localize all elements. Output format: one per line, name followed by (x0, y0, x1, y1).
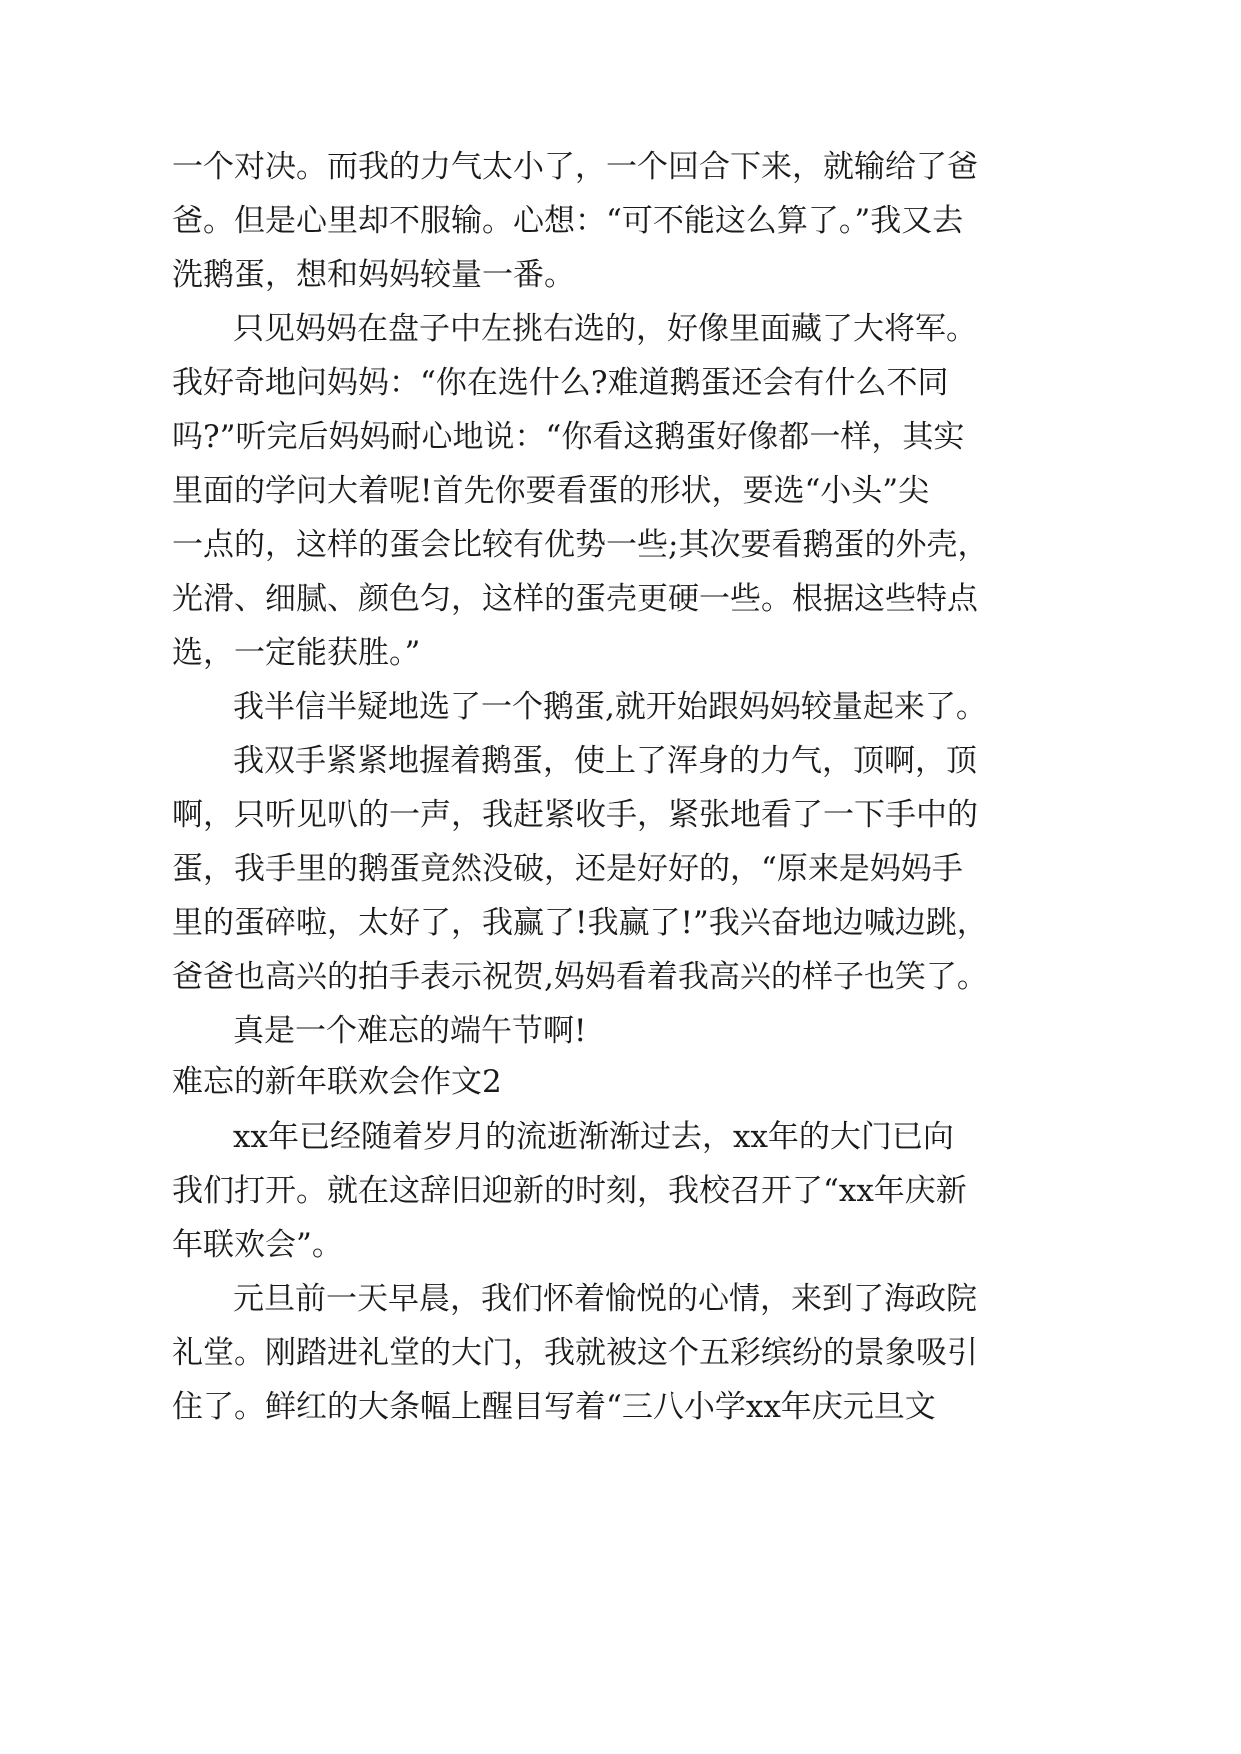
line-text: 一点的，这样的蛋会比较有优势一些;其次要看鹅蛋的外壳， (172, 527, 989, 563)
text-line (0, 515, 1241, 575)
line-text: 住了。鲜红的大条幅上醒目写着“三八小学xx年庆元旦文 (172, 1389, 936, 1425)
text-line (0, 191, 1241, 251)
text-line (0, 893, 1241, 953)
line-text: 里面的学问大着呢!首先你要看蛋的形状，要选“小头”尖 (172, 473, 930, 509)
text-line (0, 839, 1241, 899)
text-line (0, 569, 1241, 629)
text-line (0, 731, 1241, 791)
line-text: 我们打开。就在这辞旧迎新的时刻，我校召开了“xx年庆新 (172, 1173, 967, 1209)
line-text: xx年已经随着岁月的流逝渐渐过去，xx年的大门已向 (233, 1119, 954, 1155)
text-line (0, 353, 1241, 413)
line-text: 洗鹅蛋，想和妈妈较量一番。 (172, 257, 575, 293)
line-text: 爸。但是心里却不服输。心想：“可不能这么算了。”我又去 (172, 203, 964, 239)
section-heading (0, 1052, 1241, 1112)
line-text: 元旦前一天早晨，我们怀着愉悦的心情，来到了海政院 (233, 1281, 977, 1317)
heading-text: 难忘的新年联欢会作文2 (172, 1064, 502, 1100)
line-text: 我半信半疑地选了一个鹅蛋,就开始跟妈妈较量起来了。 (233, 689, 987, 725)
text-line (0, 245, 1241, 305)
line-text: 蛋，我手里的鹅蛋竟然没破，还是好好的，“原来是妈妈手 (172, 851, 963, 887)
line-text: 里的蛋碎啦，太好了，我赢了!我赢了!”我兴奋地边喊边跳， (172, 905, 988, 941)
text-line (0, 677, 1241, 737)
line-text: 真是一个难忘的端午节啊! (233, 1013, 587, 1049)
text-line (0, 1215, 1241, 1275)
text-line (0, 137, 1241, 197)
line-text: 年联欢会”。 (172, 1227, 343, 1263)
text-line (0, 461, 1241, 521)
text-line (0, 1161, 1241, 1221)
line-text: 一个对决。而我的力气太小了，一个回合下来，就输给了爸 (172, 149, 978, 185)
text-line (0, 1107, 1241, 1167)
text-line (0, 623, 1241, 683)
line-text: 我好奇地问妈妈：“你在选什么?难道鹅蛋还会有什么不同 (172, 365, 949, 401)
line-text: 光滑、细腻、颜色匀，这样的蛋壳更硬一些。根据这些特点 (172, 581, 978, 617)
text-line (0, 785, 1241, 845)
text-line (0, 947, 1241, 1007)
line-text: 爸爸也高兴的拍手表示祝贺,妈妈看着我高兴的样子也笑了。 (172, 959, 988, 995)
line-text: 我双手紧紧地握着鹅蛋，使上了浑身的力气，顶啊，顶 (233, 743, 977, 779)
text-line (0, 1377, 1241, 1437)
line-text: 吗?”听完后妈妈耐心地说：“你看这鹅蛋好像都一样，其实 (172, 419, 965, 455)
line-text: 啊，只听见叭的一声，我赶紧收手，紧张地看了一下手中的 (172, 797, 978, 833)
text-line (0, 1323, 1241, 1383)
line-text: 只见妈妈在盘子中左挑右选的，好像里面藏了大将军。 (233, 311, 977, 347)
text-line (0, 299, 1241, 359)
text-line (0, 407, 1241, 467)
text-line (0, 1269, 1241, 1329)
line-text: 选，一定能获胜。” (172, 635, 421, 671)
line-text: 礼堂。刚踏进礼堂的大门，我就被这个五彩缤纷的景象吸引 (172, 1335, 978, 1371)
